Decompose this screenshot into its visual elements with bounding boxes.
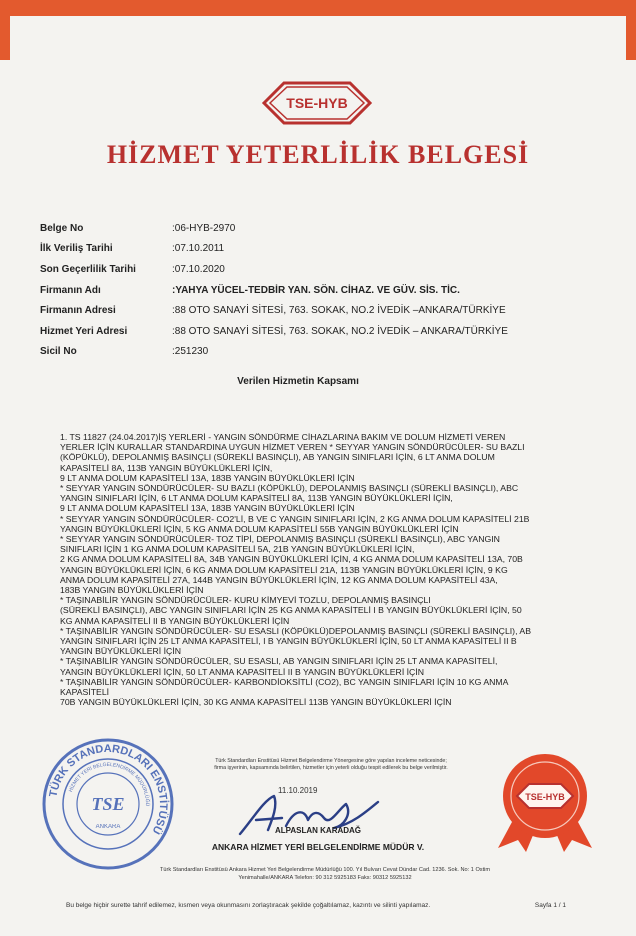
scope-line: * TAŞINABİLİR YANGIN SÖNDÜRÜCÜLER, SU ESASLI, AB YANGIN SINIFLARI İÇİN 25 LT ANMA KAPASİTELİ,	[60, 656, 498, 667]
scope-text	[60, 432, 580, 707]
scope-line: 2 KG ANMA DOLUM KAPASİTELİ 8A, 34B YANGIN BÜYÜKLÜKLERİ İÇİN, 4 KG ANMA DOLUM KAPASİTELİ 13A, 70B	[60, 554, 523, 565]
disclaimer	[166, 758, 496, 772]
signer-title: ANKARA HİZMET YERİ BELGELENDİRME MÜDÜR V.	[211, 842, 425, 852]
detail-value: :88 OTO SANAYİ SİTESİ, 763. SOKAK, NO.2 İVEDİK –ANKARA/TÜRKİYE	[172, 305, 506, 317]
scope-line: SINIFLARI İÇİN 1 KG ANMA DOLUM KAPASİTELİ 5A, 21B YANGIN BÜYÜKLÜKLERİ İÇİN,	[60, 544, 415, 555]
detail-row-son-gecerlilik	[40, 259, 600, 280]
scope-line: (KÖPÜKLÜ), DEPOLANMIŞ BASINÇLI (SÜREKLİ BASINÇLI), AB YANGIN SINIFLARI İÇİN, 6 LT ANMA DOLUM	[60, 452, 495, 463]
detail-value: :06-HYB-2970	[172, 222, 236, 234]
signer-name: ALPASLAN KARADAĞ	[274, 826, 362, 835]
scope-line: YERLER İÇİN KURALLAR STANDARDINA UYGUN HİZMET VEREN * SEYYAR YANGIN SÖNDÜRÜCÜLER- SU BAZLI	[60, 442, 525, 453]
footer-note: Bu belge hiçbir surette tahrif edilemez, kısmen veya okunmasını zorlaştıracak şekilde çoğaltılamaz, kazıntı ve silinti yapılamaz.	[66, 902, 431, 909]
scope-line: YANGIN BÜYÜKLÜKLERİ İÇİN	[60, 646, 182, 657]
scope-line: YANGIN SINIFLARI İÇİN, 6 LT ANMA DOLUM KAPASİTELİ 8A, 113B YANGIN BÜYÜKLÜKLERİ İÇİN,	[60, 493, 453, 504]
address-line: Yenimahalle/ANKARA Telefon: 90 312 5925183 Faks: 90312 5925132	[238, 875, 412, 881]
scope-line: 9 LT ANMA DOLUM KAPASİTELİ 13A, 183B YANGIN BÜYÜKLÜKLERİ İÇİN	[60, 472, 355, 483]
scope-line: KG ANMA KAPASİTELİ II B YANGIN BÜYÜKLÜKLERİ İÇİN	[60, 615, 290, 626]
detail-value: :YAHYA YÜCEL-TEDBİR YAN. SÖN. CİHAZ. VE GÜV. SİS. TİC.	[172, 284, 460, 296]
detail-label: Son Geçerlilik Tarihi	[40, 263, 136, 275]
svg-text:TSE: TSE	[91, 794, 125, 814]
logo-text: TSE-HYB	[286, 95, 348, 111]
detail-value: :88 OTO SANAYİ SİTESİ, 763. SOKAK, NO.2 İVEDİK – ANKARA/TÜRKİYE	[172, 325, 508, 337]
svg-text:HİZMET YERİ BELGELENDİRME MÜDÜ: HİZMET YERİ BELGELENDİRME MÜDÜRLÜĞÜ	[68, 761, 151, 807]
scope-line: (SÜREKLİ BASINÇLI), ABC YANGIN SINIFLARI İÇİN 25 KG ANMA KAPASİTELİ I B YANGIN BÜYÜKLÜKLERİ İÇİN, 50	[60, 605, 522, 616]
svg-text:TÜRK STANDARDLARI ENSTİTÜSÜ: TÜRK STANDARDLARI ENSTİTÜSÜ	[47, 742, 170, 836]
scope-line: KAPASİTELİ	[60, 687, 110, 698]
scope-line: YANGIN BÜYÜKLÜKLERİ İÇİN, 50 LT ANMA KAPASİTELİ II B YANGIN BÜYÜKLÜKLERİ İÇİN	[60, 666, 425, 677]
scope-line: YANGIN BÜYÜKLÜKLERİ İÇİN, 5 KG ANMA DOLUM KAPASİTELİ 55B YANGIN BÜYÜKLÜKLERİ İÇİN	[60, 523, 459, 534]
institute-address	[90, 866, 560, 882]
scope-line: YANGIN SINIFLARI İÇİN 25 LT ANMA KAPASİTELİ, I B YANGIN BÜYÜKLÜKLERİ İÇİN, 50 LT ANMA KAPASİTELİ II B	[60, 636, 517, 647]
disclaimer-line: Türk Standardları Enstitüsü Hizmet Belgelendirme Yönergesine göre yapılan inceleme neticesinde;	[215, 758, 447, 764]
address-line: Türk Standardları Enstitüsü Ankara Hizmet Yeri Belgelendirme Müdürlüğü 100. Yıl Bulvarı Cevat Dündar Cad. 1236. Sok. No: 1 Ostim	[159, 867, 491, 873]
detail-label: Belge No	[40, 222, 84, 234]
scope-line: 70B YANGIN BÜYÜKLÜKLERİ İÇİN, 30 KG ANMA KAPASİTELİ 113B YANGIN BÜYÜKLÜKLERİ İÇİN	[60, 697, 452, 708]
detail-row-belge-no	[40, 218, 600, 239]
scope-line: ANMA DOLUM KAPASİTELİ 27A, 144B YANGIN BÜYÜKLÜKLERİ İÇİN, 12 KG ANMA DOLUM KAPASİTELİ 43A,	[60, 574, 498, 585]
detail-label: Hizmet Yeri Adresi	[40, 325, 128, 337]
detail-row-firma-adresi	[40, 300, 600, 321]
detail-row-sicil-no	[40, 342, 600, 363]
red-seal-text: TSE-HYB	[525, 792, 565, 802]
svg-text:ANKARA: ANKARA	[95, 824, 121, 830]
detail-value: :251230	[172, 346, 209, 358]
detail-value: :07.10.2020	[172, 263, 225, 275]
scope-line: * TAŞINABİLİR YANGIN SÖNDÜRÜCÜLER- KARBONDİOKSİTLİ (CO2), BC YANGIN SINIFLARI İÇİN 10 KG ANMA	[60, 676, 509, 687]
left-border	[0, 0, 10, 60]
signature-date: 11.10.2019	[278, 786, 318, 795]
scope-line: KAPASİTELİ 8A, 113B YANGIN BÜYÜKLÜKLERİ İÇİN,	[60, 462, 273, 473]
disclaimer-line: firma işyerinin, kapsamında belirtilen, hizmetler için yeterli olduğu tespit edilerek bu belge verilmiştir.	[214, 765, 448, 771]
tse-red-seal	[492, 748, 598, 854]
scope-line: * SEYYAR YANGIN SÖNDÜRÜCÜLER- SU BAZLI (KÖPÜKLÜ), DEPOLANMIŞ BASINÇLI (SÜREKLİ BASINÇLI), ABC	[60, 483, 519, 494]
top-border	[0, 0, 636, 16]
certificate-details	[40, 218, 600, 362]
right-border	[626, 0, 636, 60]
detail-label: Firmanın Adresi	[40, 305, 116, 317]
detail-label: İlk Veriliş Tarihi	[40, 243, 113, 255]
scope-line: 9 LT ANMA DOLUM KAPASİTELİ 13A, 183B YANGIN BÜYÜKLÜKLERİ İÇİN	[60, 503, 355, 514]
page-number: Sayfa 1 / 1	[534, 902, 566, 909]
certificate-title: HİZMET YETERLİLİK BELGESİ	[106, 140, 530, 169]
tse-hyb-logo	[262, 80, 372, 126]
footer	[66, 902, 566, 909]
detail-label: Firmanın Adı	[40, 284, 101, 296]
scope-line: * SEYYAR YANGIN SÖNDÜRÜCÜLER- CO2'Lİ, B VE C YANGIN SINIFLARI İÇİN, 2 KG ANMA DOLUM KAPASİTELİ 21B	[60, 513, 530, 524]
detail-label: Sicil No	[40, 346, 77, 358]
scope-line: 1. TS 11827 (24.04.2017)İŞ YERLERİ - YANGIN SÖNDÜRME CİHAZLARINA BAKIM VE DOLUM HİZMETİ VEREN	[60, 432, 506, 442]
scope-line: * TAŞINABİLİR YANGIN SÖNDÜRÜCÜLER- SU ESASLI (KÖPÜKLÜ)DEPOLANMIŞ BASINÇLI (SÜREKLİ BASINÇLI), AB	[60, 625, 532, 636]
scope-line: 183B YANGIN BÜYÜKLÜKLERİ İÇİN	[60, 585, 204, 596]
detail-row-firma-adi	[40, 280, 600, 301]
scope-heading: Verilen Hizmetin Kapsamı	[237, 376, 359, 387]
detail-value: :07.10.2011	[172, 243, 225, 255]
scope-line: * SEYYAR YANGIN SÖNDÜRÜCÜLER- TOZ TİPİ, DEPOLANMIŞ BASINÇLI (SÜREKLİ BASINÇLI), ABC YANGIN	[60, 534, 500, 545]
detail-row-hizmet-yeri	[40, 321, 600, 342]
scope-line: * TAŞINABİLİR YANGIN SÖNDÜRÜCÜLER- KURU KİMYEVİ TOZLU, DEPOLANMIŞ BASINÇLI	[60, 595, 431, 606]
detail-row-ilk-verilis	[40, 239, 600, 260]
scope-line: YANGIN BÜYÜKLÜKLERİ İÇİN, 6 KG ANMA DOLUM KAPASİTELİ 21A, 113B YANGIN BÜYÜKLÜKLERİ İÇİN, 9 KG	[60, 564, 508, 575]
